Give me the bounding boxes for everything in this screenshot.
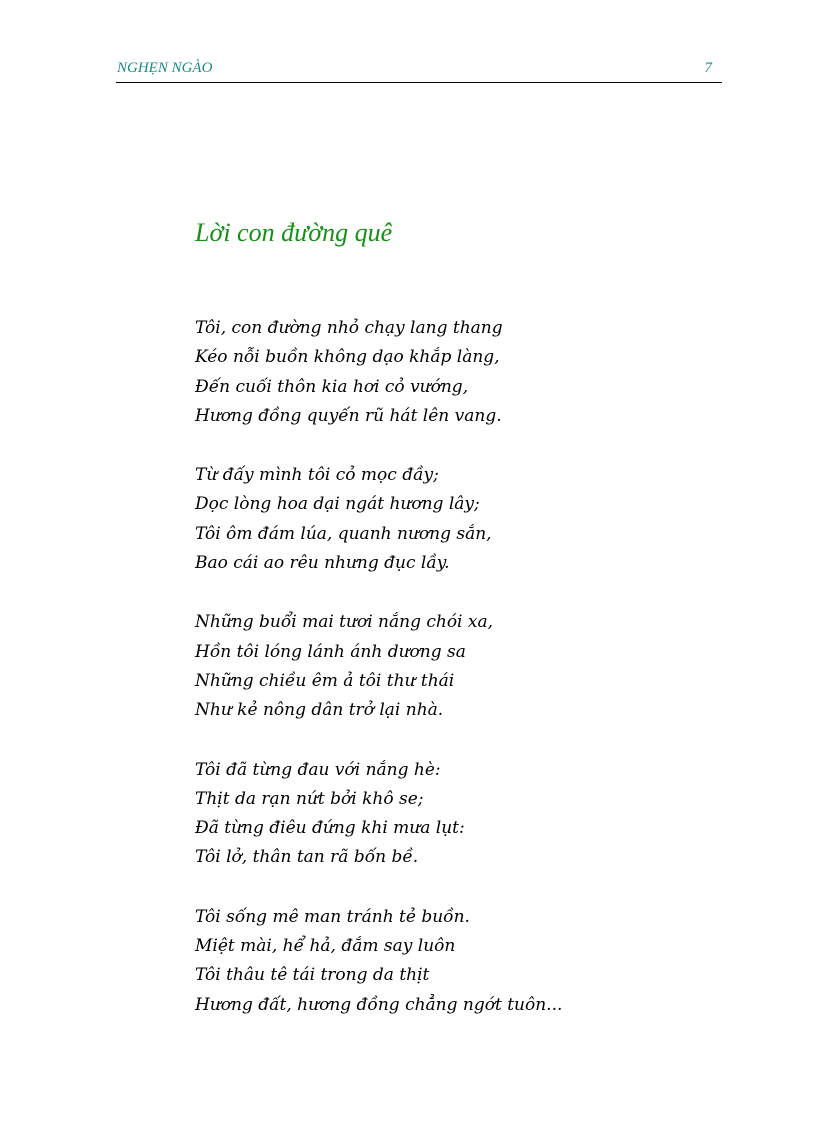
poem-line: Tôi sống mê man tránh tẻ buồn. — [195, 906, 470, 927]
poem-line: Tôi lở, thân tan rã bốn bề. — [195, 847, 419, 868]
poem-line: Những buổi mai tươi nắng chói xa, — [195, 612, 494, 633]
poem-line: Miệt mài, hể hả, đắm say luôn — [195, 936, 456, 957]
stanza — [195, 756, 715, 873]
stanza — [195, 608, 715, 725]
poem-body — [195, 314, 715, 1050]
poem-line: Như kẻ nông dân trở lại nhà. — [195, 700, 444, 721]
poem-line: Những chiều êm ả tôi thư thái — [195, 670, 455, 691]
running-header — [116, 60, 722, 83]
poem-line: Hồn tôi lóng lánh ánh dương sa — [195, 641, 466, 662]
poem-line: Tôi, con đường nhỏ chạy lang thang — [195, 318, 503, 338]
page-number: 7 — [704, 60, 712, 76]
poem-line: Đã từng điêu đứng khi mưa lụt: — [195, 818, 465, 839]
poem-line: Hương đất, hương đồng chẳng ngớt tuôn... — [195, 994, 563, 1015]
book-title: NGHẸN NGÀO — [117, 60, 213, 76]
poem-line: Tôi ôm đám lúa, quanh nương sắn, — [195, 523, 492, 544]
stanza — [195, 461, 715, 578]
poem-line: Kéo nỗi buồn không dạo khắp làng, — [195, 347, 500, 368]
stanza — [195, 903, 715, 1020]
poem-line: Từ đấy mình tôi cỏ mọc đầy; — [195, 465, 439, 486]
poem-line: Hương đồng quyến rũ hát lên vang. — [195, 405, 502, 426]
poem-line: Tôi thâu tê tái trong da thịt — [195, 965, 430, 986]
stanza — [195, 314, 715, 431]
poem-line: Đến cuối thôn kia hơi cỏ vướng, — [195, 376, 469, 397]
poem-title: Lời con đường quê — [195, 218, 393, 247]
poem-line: Tôi đã từng đau với nắng hè: — [195, 759, 441, 780]
poem-line: Bao cái ao rêu nhưng đục lầy. — [195, 553, 450, 574]
poem-line: Thịt da rạn nứt bởi khô se; — [195, 788, 424, 809]
poem-line: Dọc lòng hoa dại ngát hương lây; — [195, 494, 480, 515]
